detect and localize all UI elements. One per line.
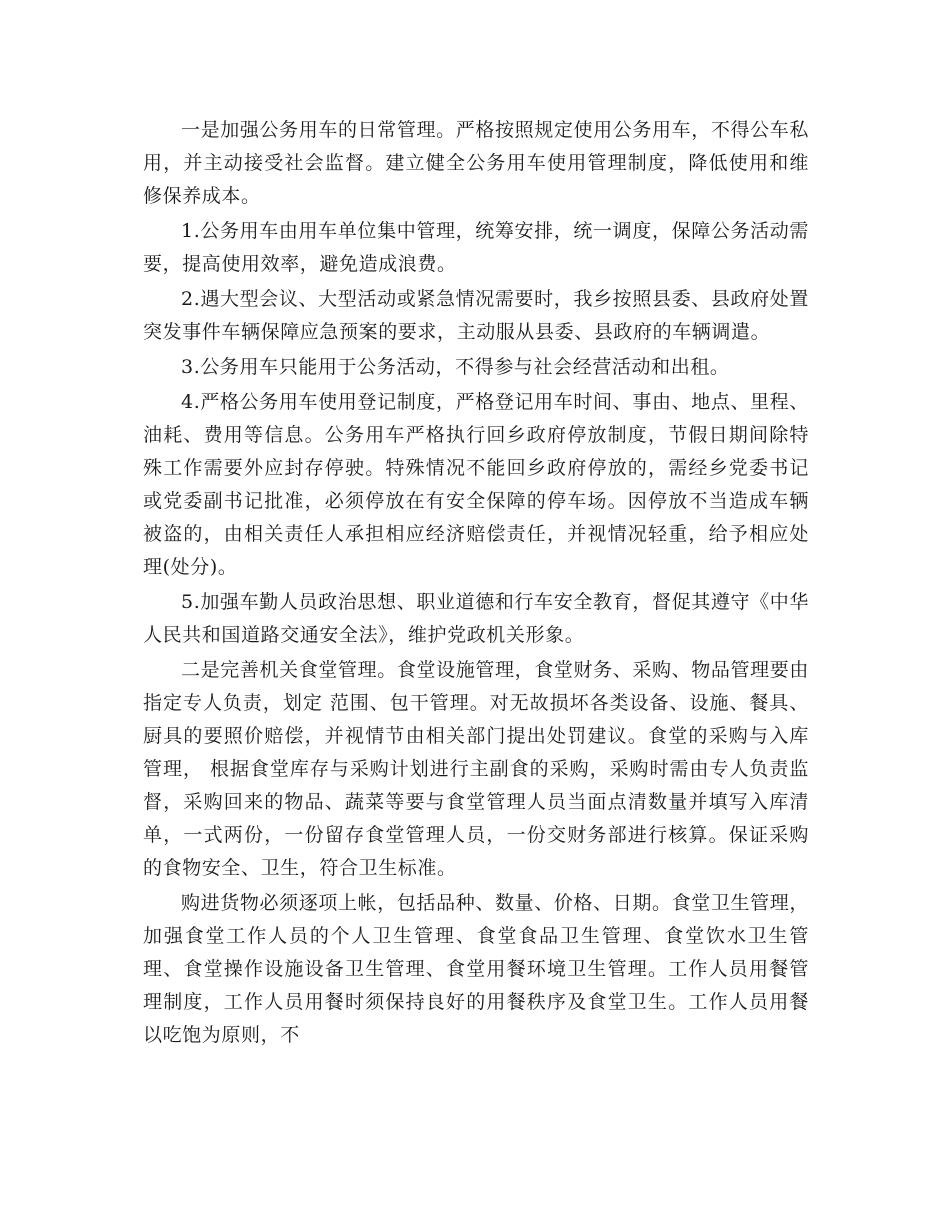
paragraph-canteen-management: 二是完善机关食堂管理。食堂设施管理，食堂财务、采购、物品管理要由指定专人负责，划定 范围、包干管理。对无故损坏各类设备、设施、餐具、厨具的要照价赔偿，并视情节由相关部门提出处罚建议。食堂的采购与入库管理， 根据食堂库存与采购计划进行主副食的采购，采购时需由专人负责监督，采购回来的物品、蔬菜等要与食堂管理人员当面点清数量并填写入库清单，一式两份，一份留存食堂管理人员，一份交财务部进行核算。保证采购的食物安全、卫生，符合卫生标准。 bbox=[143, 659, 809, 879]
paragraph-item-5: 5.加强车勤人员政治思想、职业道德和行车安全教育，督促其遵守《中华人民共和国道路交通安全法》，维护党政机关形象。 bbox=[143, 591, 809, 646]
paragraph-official-vehicle-management: 一是加强公务用车的日常管理。严格按照规定使用公务用车，不得公车私用，并主动接受社会监督。建立健全公务用车使用管理制度，降低使用和维修保养成本。 bbox=[143, 119, 809, 207]
paragraph-item-1: 1.公务用车由用车单位集中管理，统筹安排，统一调度，保障公务活动需要，提高使用效率，避免造成浪费。 bbox=[143, 220, 809, 275]
document-body bbox=[143, 114, 809, 1054]
paragraph-item-3: 3.公务用车只能用于公务活动，不得参与社会经营活动和出租。 bbox=[181, 356, 730, 378]
paragraph-item-4: 4.严格公务用车使用登记制度，严格登记用车时间、事由、地点、里程、油耗、费用等信息。公务用车严格执行回乡政府停放制度，节假日期间除特殊工作需要外应封存停驶。特殊情况不能回乡政府停放的，需经乡党委书记或党委副书记批准，必须停放在有安全保障的停车场。因停放不当造成车辆被盗的，由相关责任人承担相应经济赔偿责任，并视情况轻重，给予相应处理(处分)。 bbox=[143, 391, 809, 578]
paragraph-purchasing-hygiene: 购进货物必须逐项上帐，包括品种、数量、价格、日期。食堂卫生管理，加强食堂工作人员的个人卫生管理、食堂食品卫生管理、食堂饮水卫生管理、食堂操作设施设备卫生管理、食堂用餐环境卫生管理。工作人员用餐管理制度，工作人员用餐时须保持良好的用餐秩序及食堂卫生。工作人员用餐以吃饱为原则，不 bbox=[143, 892, 809, 1046]
paragraph-item-2: 2.遇大型会议、大型活动或紧急情况需要时，我乡按照县委、县政府处置突发事件车辆保障应急预案的要求，主动服从县委、县政府的车辆调遣。 bbox=[143, 288, 809, 343]
